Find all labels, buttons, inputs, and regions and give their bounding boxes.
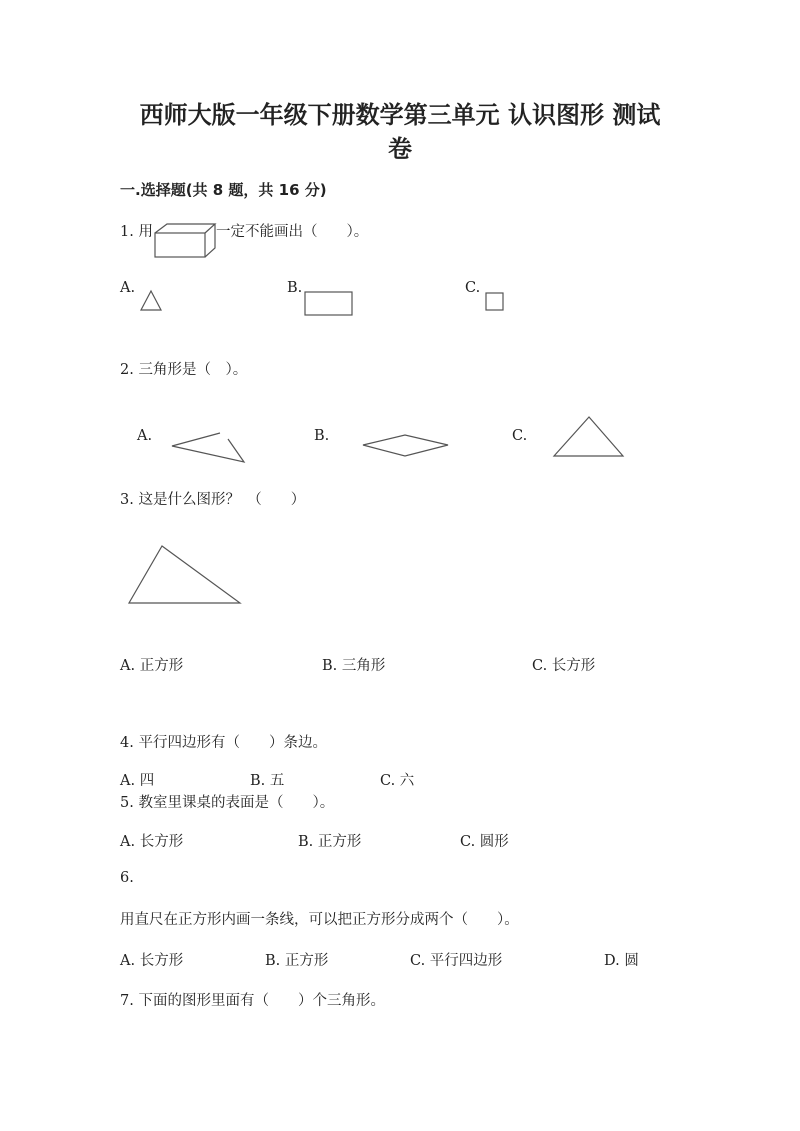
q2-option-b-label[interactable]: B. (314, 428, 330, 444)
rhombus-icon (362, 434, 452, 458)
triangle-icon (140, 290, 164, 312)
q2-text: 2. 三角形是（ ）。 (120, 362, 248, 378)
cuboid-icon (152, 222, 218, 260)
q6-option-b[interactable]: B. 正方形 (265, 953, 329, 969)
q5-option-c[interactable]: C. 圆形 (460, 834, 509, 850)
q4-option-a[interactable]: A. 四 (120, 773, 155, 789)
q5-option-a[interactable]: A. 长方形 (120, 834, 184, 850)
q1-option-a-label[interactable]: A. (120, 280, 136, 296)
q5-text: 5. 教室里课桌的表面是（ ）。 (120, 795, 335, 811)
q4-text: 4. 平行四边形有（ ）条边。 (120, 735, 327, 751)
q6-option-d[interactable]: D. 圆 (604, 953, 639, 969)
section-header: 一.选择题(共 8 题，共 16 分) (120, 181, 327, 199)
q1-option-c-label[interactable]: C. (465, 280, 481, 296)
q2-option-c-label[interactable]: C. (512, 428, 528, 444)
q1-option-b-label[interactable]: B. (287, 280, 303, 296)
q1-suffix: 一定不能画出（ ）。 (216, 224, 369, 240)
q3-text: 3. 这是什么图形？ （ ） (120, 492, 306, 508)
q3-option-c[interactable]: C. 长方形 (532, 658, 596, 674)
q7-text: 7. 下面的图形里面有（ ）个三角形。 (120, 993, 385, 1009)
triangle-figure (127, 544, 243, 606)
rectangle-icon (304, 291, 354, 317)
q2-option-a-label[interactable]: A. (137, 428, 153, 444)
q6-option-c[interactable]: C. 平行四边形 (410, 953, 503, 969)
q6-text: 用直尺在正方形内画一条线，可以把正方形分成两个（ ）。 (120, 912, 519, 928)
q4-option-c[interactable]: C. 六 (380, 773, 415, 789)
q4-option-b[interactable]: B. 五 (250, 773, 285, 789)
page-title: 西师大版一年级下册数学第三单元 认识图形 测试 (139, 101, 661, 129)
q1-prefix: 1. 用 (120, 224, 153, 240)
open-angle-icon (170, 432, 250, 466)
q6-option-a[interactable]: A. 长方形 (120, 953, 184, 969)
q6-number: 6. (120, 870, 134, 886)
page-title-continued: 卷 (388, 135, 412, 163)
triangle-icon (553, 416, 625, 460)
q5-option-b[interactable]: B. 正方形 (298, 834, 362, 850)
q3-option-a[interactable]: A. 正方形 (120, 658, 184, 674)
q3-option-b[interactable]: B. 三角形 (322, 658, 386, 674)
square-icon (485, 292, 505, 312)
